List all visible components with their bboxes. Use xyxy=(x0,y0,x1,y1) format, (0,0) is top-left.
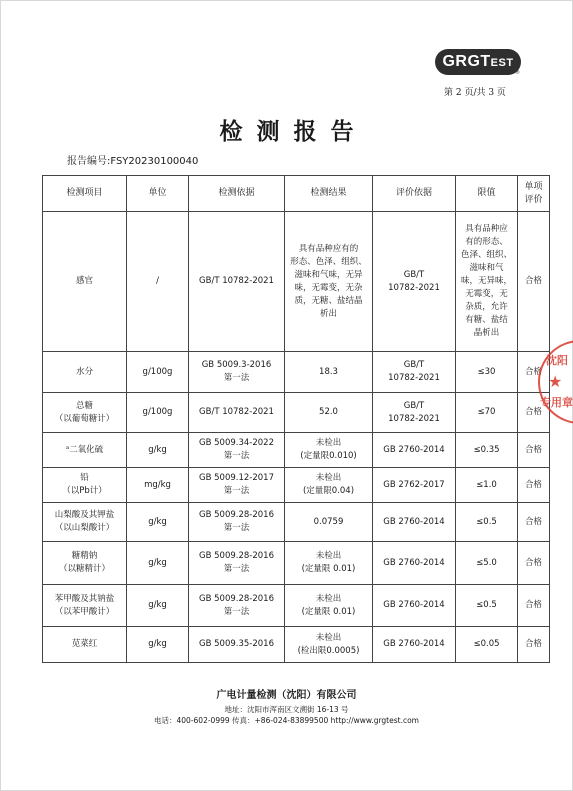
logo-suffix: EST xyxy=(490,57,514,69)
page-info: 第 2 页/共 3 页 xyxy=(444,88,506,98)
header-cell: 检测结果 xyxy=(285,176,373,212)
table-cell: ≤5.0 xyxy=(456,542,518,585)
table-cell: 合格 xyxy=(518,627,550,663)
table-cell: 未检出 (定量限0.04) xyxy=(285,468,373,503)
table-cell: 糖精钠 （以糖精计） xyxy=(43,542,127,585)
table-cell: ≤1.0 xyxy=(456,468,518,503)
table-cell: GB 5009.35-2016 xyxy=(189,627,285,663)
logo-text: GRGT xyxy=(442,53,491,70)
table-cell: 水分 xyxy=(43,352,127,393)
stamp-bottom-text: 专用章 xyxy=(540,396,573,409)
table-cell: ≤0.5 xyxy=(456,503,518,542)
table-cell: 合格 xyxy=(518,468,550,503)
table-row xyxy=(43,433,550,468)
footer-address: 地址：沈阳市浑南区文溯街 16-13 号 xyxy=(224,705,349,714)
table-cell: GB 5009.28-2016 第一法 xyxy=(189,503,285,542)
grgtest-logo xyxy=(435,49,521,75)
table-cell: 具有品种应有的 形态、色泽、组织、 滋味和气味，无异 味，无霉变，无杂 质，无糖、盐结晶 析出 xyxy=(285,212,373,352)
table-cell: / xyxy=(127,212,189,352)
table-cell: 未检出 (定量限0.010) xyxy=(285,433,373,468)
table-cell: 合格 xyxy=(518,542,550,585)
table-cell: g/kg xyxy=(127,627,189,663)
table-cell: 感官 xyxy=(43,212,127,352)
table-cell: GB/T 10782-2021 xyxy=(373,393,456,433)
table-cell: g/kg xyxy=(127,433,189,468)
table-row xyxy=(43,503,550,542)
results-table xyxy=(42,175,550,663)
table-cell: 18.3 xyxy=(285,352,373,393)
table-cell: g/100g xyxy=(127,393,189,433)
table-cell: 未检出 (定量限 0.01) xyxy=(285,542,373,585)
table-cell: ≤0.35 xyxy=(456,433,518,468)
table-cell: ≤70 xyxy=(456,393,518,433)
table-cell: GB 2760-2014 xyxy=(373,585,456,627)
header-cell: 单位 xyxy=(127,176,189,212)
header-cell: 单项 评价 xyxy=(518,176,550,212)
table-cell: GB/T 10782-2021 xyxy=(373,352,456,393)
registered-mark: ® xyxy=(515,70,520,76)
table-cell: 苯甲酸及其钠盐 （以苯甲酸计） xyxy=(43,585,127,627)
table-cell: ≤0.05 xyxy=(456,627,518,663)
table-cell: 铅 （以Pb计） xyxy=(43,468,127,503)
table-header-row xyxy=(43,176,550,212)
table-cell: 总糖 （以葡萄糖计） xyxy=(43,393,127,433)
table-cell: 具有品种应 有的形态、 色泽、组织、 滋味和气 味，无异味， 无霉变，无 杂质，允许 有糖、盐结 晶析出 xyxy=(456,212,518,352)
table-row xyxy=(43,627,550,663)
table-cell: 52.0 xyxy=(285,393,373,433)
table-cell: GB 2760-2014 xyxy=(373,433,456,468)
table-cell: GB/T 10782-2021 xyxy=(373,212,456,352)
table-cell: g/kg xyxy=(127,503,189,542)
table-cell: 合格 xyxy=(518,352,550,393)
table-row xyxy=(43,393,550,433)
table-cell: GB 5009.28-2016 第一法 xyxy=(189,542,285,585)
header-cell: 检测项目 xyxy=(43,176,127,212)
table-cell: ≤0.5 xyxy=(456,585,518,627)
table-cell: 未检出 (定量限 0.01) xyxy=(285,585,373,627)
table-row xyxy=(43,585,550,627)
table-cell: 合格 xyxy=(518,503,550,542)
table-cell: 合格 xyxy=(518,585,550,627)
table-cell: ᵃ二氧化硫 xyxy=(43,433,127,468)
header-cell: 检测依据 xyxy=(189,176,285,212)
footer-contact: 电话：400-602-0999 传真：+86-024-83899500 http://www.grgtest.com xyxy=(154,716,419,725)
table-cell: 未检出 (检出限0.0005) xyxy=(285,627,373,663)
table-cell: GB/T 10782-2021 xyxy=(189,393,285,433)
report-title: 检测报告 xyxy=(219,119,368,145)
table-cell: 苋菜红 xyxy=(43,627,127,663)
table-cell: 合格 xyxy=(518,212,550,352)
header-cell: 评价依据 xyxy=(373,176,456,212)
table-cell: GB 2760-2014 xyxy=(373,627,456,663)
table-row xyxy=(43,542,550,585)
table-cell: 0.0759 xyxy=(285,503,373,542)
table-cell: g/kg xyxy=(127,542,189,585)
table-row xyxy=(43,468,550,503)
table-cell: GB 5009.34-2022 第一法 xyxy=(189,433,285,468)
table-cell: GB 5009.12-2017 第一法 xyxy=(189,468,285,503)
table-cell: 合格 xyxy=(518,433,550,468)
table-cell: GB 5009.3-2016 第一法 xyxy=(189,352,285,393)
stamp-top-text: 沈阳 xyxy=(546,354,568,367)
table-cell: g/kg xyxy=(127,585,189,627)
header-cell: 限值 xyxy=(456,176,518,212)
table-cell: GB 2760-2014 xyxy=(373,503,456,542)
table-cell: GB 2762-2017 xyxy=(373,468,456,503)
table-cell: GB 2760-2014 xyxy=(373,542,456,585)
table-cell: mg/kg xyxy=(127,468,189,503)
table-row xyxy=(43,212,550,352)
table-cell: 山梨酸及其钾盐 （以山梨酸计） xyxy=(43,503,127,542)
report-number: 报告编号:FSY20230100040 xyxy=(67,156,199,167)
table-cell: g/100g xyxy=(127,352,189,393)
table-cell: 合格 xyxy=(518,393,550,433)
table-cell: GB/T 10782-2021 xyxy=(189,212,285,352)
table-cell: ≤30 xyxy=(456,352,518,393)
star-icon: ★ xyxy=(548,372,563,391)
table-row xyxy=(43,352,550,393)
table-cell: GB 5009.28-2016 第一法 xyxy=(189,585,285,627)
footer-company: 广电计量检测（沈阳）有限公司 xyxy=(216,690,357,701)
